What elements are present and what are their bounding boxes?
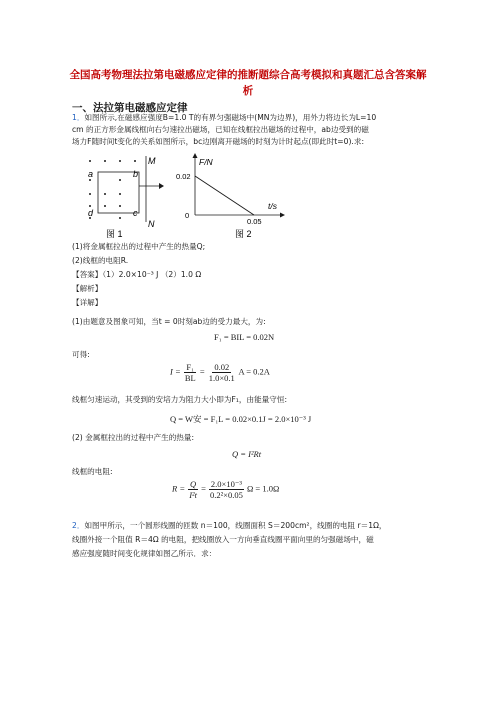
document-title-line2: 析 bbox=[242, 85, 254, 97]
label-n: N bbox=[148, 219, 155, 229]
question-2-number: 2． bbox=[72, 521, 85, 530]
y-axis-label: F/N bbox=[199, 157, 213, 167]
equation-resistance: R = $\frac{Q}{\text{I²t}}$ = $\frac{\text{2.0×10⁻³}}{\text{0.2²×0.05}}$ Ω = 1.0Ω bbox=[172, 479, 280, 500]
f-t-line bbox=[195, 176, 254, 215]
question-1-number: 1． bbox=[72, 113, 85, 122]
label-c: c bbox=[133, 208, 138, 218]
magnetic-field-dots bbox=[89, 160, 139, 219]
detail-label: 【详解】 bbox=[72, 298, 103, 307]
section-heading: 一、法拉第电磁感应定律 bbox=[72, 102, 188, 114]
document-title-line1: 全国高考物理法拉第电磁感应定律的推断题综合高考模拟和真题汇总含答案解 bbox=[69, 69, 427, 81]
equation-heat: Q = W安 = F₁L = 0.02×0.1J = 2.0×10⁻³ J bbox=[170, 414, 312, 424]
question-1-line3: 场力F随时间t变化的关系如图所示，bc边刚离开磁场的时刻为计时起点(即此时t=0).求: bbox=[72, 137, 364, 146]
label-d: d bbox=[88, 208, 94, 218]
detail-step-1: (1)由题意及图象可知，当t = 0时刻ab边的受力最大，为: bbox=[72, 317, 266, 326]
origin-label: 0 bbox=[185, 211, 190, 220]
question-2-line2: 线圈外接一个阻值 R＝4Ω 的电阻，把线圈放入一方向垂直线圈平面向里的匀强磁场中，磁 bbox=[72, 535, 374, 544]
text-keyi: 可得: bbox=[72, 350, 90, 359]
equation-joule: Q = I²Rt bbox=[232, 449, 262, 459]
subquestion-1: (1)将金属框拉出的过程中产生的热量Q; bbox=[72, 242, 206, 251]
question-1-line1: 1．如图所示,在磁感应强度B=1.0 T的有界匀强磁场中(MN为边界)，用外力将边长为L=10 bbox=[72, 113, 377, 122]
equation-current: I = $\frac{\text{F₁}}{BL}$ = $\frac{0.02}{1.0\times 0.1}$ A = 0.2A bbox=[170, 362, 270, 383]
equation-f1: F₁ = BIL = 0.02N bbox=[214, 332, 275, 342]
subquestion-2: (2)线框的电阻R. bbox=[72, 256, 129, 265]
detail-step-2: 线框匀速运动，其受到的安培力为阻力大小即为F₁，由能量守恒: bbox=[72, 395, 287, 404]
x-axis-label: t/s bbox=[268, 201, 277, 211]
analysis-label: 【解析】 bbox=[72, 284, 103, 293]
answer: 【答案】（1）2.0×10⁻³ J （2）1.0 Ω bbox=[72, 270, 202, 279]
detail-step-4: 线框的电阻: bbox=[72, 467, 113, 476]
figure-2-graph bbox=[176, 150, 290, 240]
label-a: a bbox=[88, 169, 94, 179]
y-tick-label: 0.02 bbox=[176, 172, 191, 181]
x-tick-label: 0.05 bbox=[247, 217, 262, 226]
figure-1-caption: 图 1 bbox=[106, 229, 123, 239]
detail-step-3: (2) 金属框拉出的过程中产生的热量: bbox=[72, 433, 195, 442]
label-b: b bbox=[133, 169, 139, 179]
label-m: M bbox=[148, 156, 156, 166]
question-1-line2: cm 的正方形金属线框向右匀速拉出磁场，已知在线框拉出磁场的过程中，ab边受到的磁 bbox=[72, 125, 369, 134]
figure-2-caption: 图 2 bbox=[235, 229, 252, 239]
figure-1-diagram bbox=[84, 150, 174, 240]
question-2-line1: 2．如图甲所示，一个圆形线圈的匝数 n＝100，线圈面积 S＝200cm²，线圈的电阻 r＝1Ω， bbox=[72, 521, 387, 530]
question-2-line3: 感应强度随时间变化规律如图乙所示．求： bbox=[72, 549, 217, 558]
